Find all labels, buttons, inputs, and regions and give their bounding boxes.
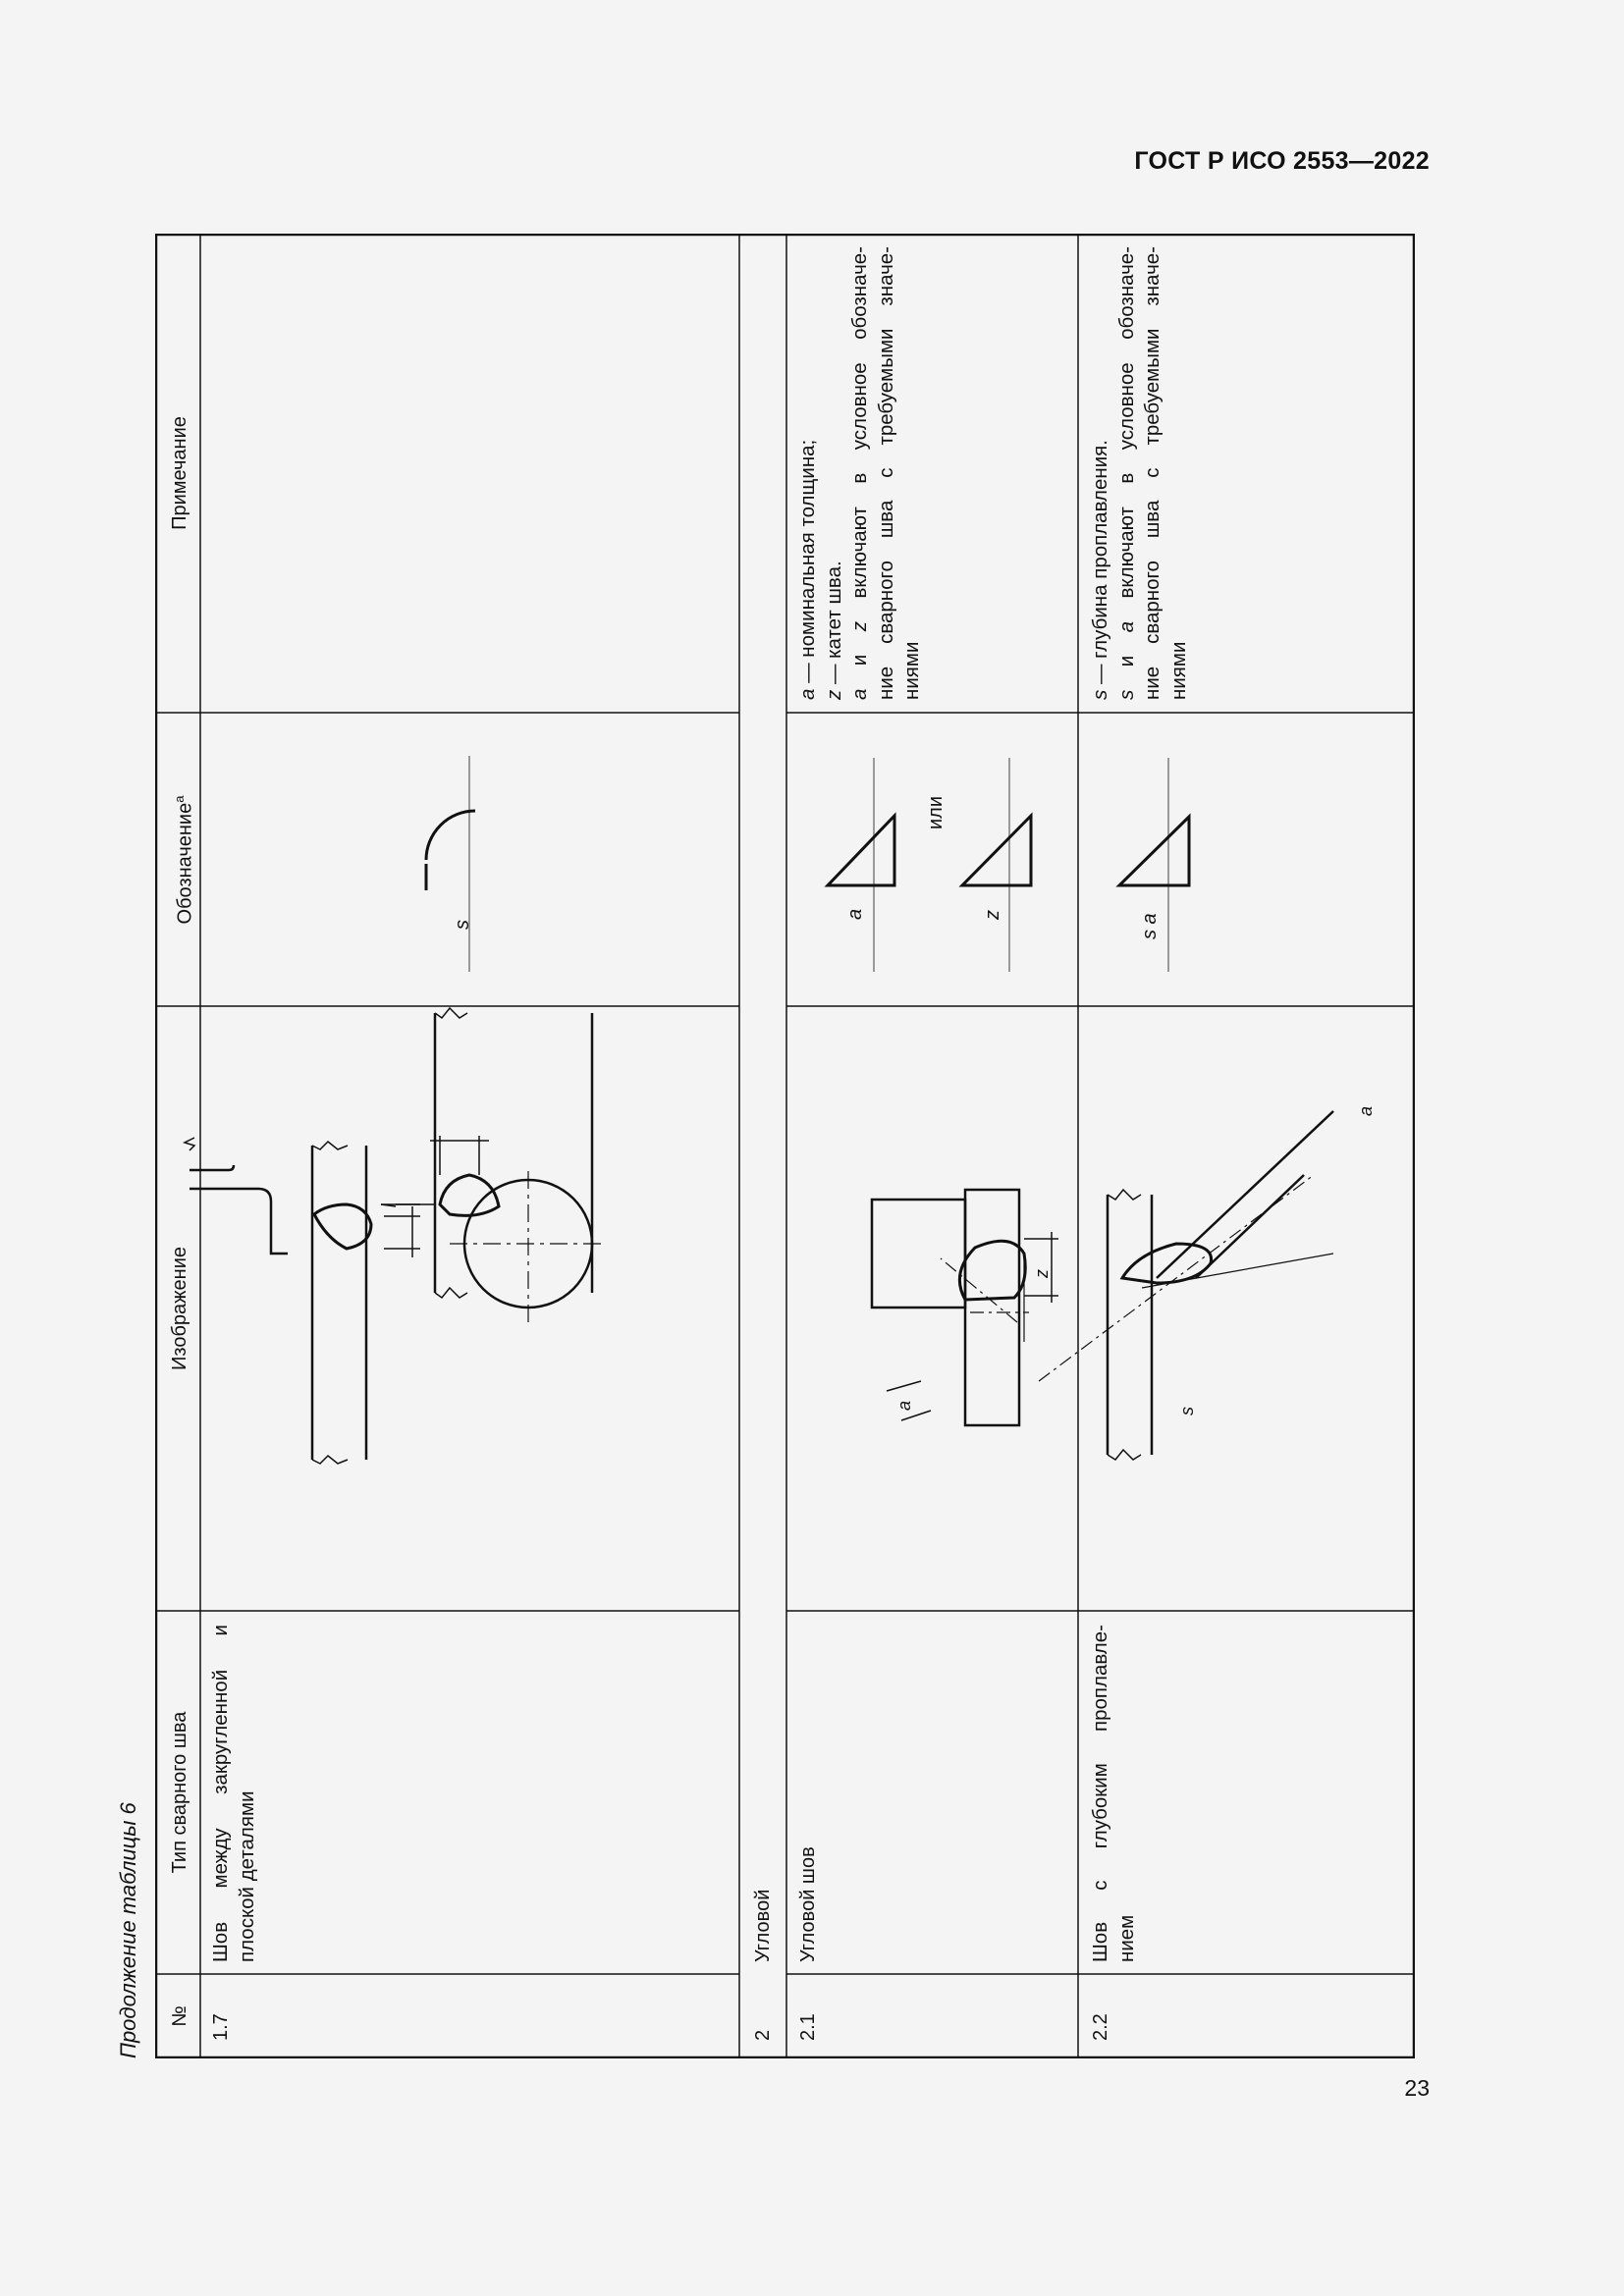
standard-code: ГОСТ Р ИСО 2553—2022 [1134, 147, 1430, 175]
row-2-1-symbol-z: z [982, 910, 1003, 920]
row-2-2-symbol-sa: s a [1139, 913, 1161, 939]
row-2-2-image-s: s [1177, 1407, 1197, 1415]
row-1-7-symbol-s: s [452, 920, 473, 930]
row-2-1-image-z: z [1032, 1269, 1052, 1278]
row-1-7-num: 1.7 [210, 2013, 232, 2041]
table-grid [155, 234, 1415, 2058]
row-2-2-num: 2.2 [1090, 2013, 1111, 2041]
row-2-1-symbol-a: a [844, 908, 866, 920]
row-2-1-num: 2.1 [797, 2013, 819, 2041]
row-2-1-symbol-or: или [925, 795, 947, 829]
page-number: 23 [1404, 2075, 1430, 2101]
group-2-label: Угловой [752, 1889, 774, 1962]
symbol-2-2 [1119, 758, 1189, 972]
symbol-2-1 [828, 758, 1031, 972]
group-2-num: 2 [752, 2029, 774, 2041]
row-1-7-type: Шов между закругленной и плоской деталями [209, 1625, 258, 1962]
row-2-1-image-a: a [894, 1400, 914, 1411]
row-2-2-type: Шов с глубоким проплавле- нием [1089, 1625, 1138, 1962]
row-2-1-note: a — номинальная толщина; z — катет шва. a и z включают в условное обозначе- ние сварного шва с требуемыми значе- ниями [796, 246, 923, 700]
image-1-7 [185, 1008, 607, 1464]
row-2-2-image-a: a [1356, 1105, 1376, 1116]
row-2-1-type: Угловой шов [797, 1846, 819, 1962]
table-continuation-caption: Продолжение таблицы 6 [116, 1802, 140, 2058]
symbol-1-7 [426, 756, 475, 972]
row-2-2-note: s — глубина проплавления. s и a включают в условное обозначе- ние сварного шва с требуемыми значе- ниями [1089, 246, 1190, 700]
weld-table: № Тип сварного шва Изображение Обозначение$^а$ Примечание 1.7 Шов между закругленной и плоской деталями s 2 Угловой 2.1 Угловой шов a или z a z a — номинальная толщина; z — катет шва. a и z включают в условное обозначе- ние сварного шва с требуемыми значе- ниями 2.2 Шов с глубоким проплавле- нием s a s a s — глубина проплавления. s и a включают в условное обозначе- ние сварного шва с требуемыми значе- ниями [155, 234, 1415, 2058]
image-2-1 [872, 1190, 1058, 1425]
